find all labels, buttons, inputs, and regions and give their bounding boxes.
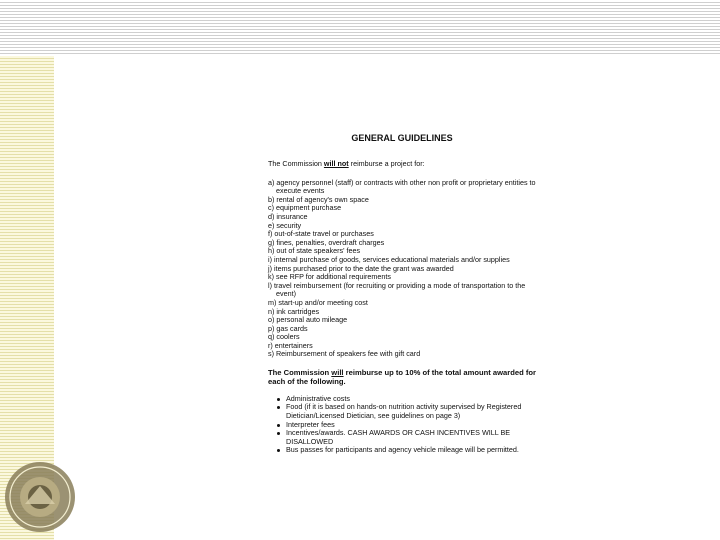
list-item: Interpreter fees	[276, 421, 536, 430]
list-item: b) rental of agency's own space	[268, 194, 369, 204]
list-item: Food (if it is based on hands-on nutrition activity supervised by Registered Dietician/Licensed Dietician, see guidelines on page 3)	[276, 403, 536, 420]
list-item: h) out of state speakers' fees	[268, 246, 361, 256]
list-item: m) start-up and/or meeting cost	[268, 297, 368, 307]
list-item: l) travel reimbursement (for recruiting or providing a mode of transportation to the event)	[268, 280, 526, 299]
not-reimbursed-list	[268, 179, 536, 359]
list-item: i) internal purchase of goods, services educational materials and/or supplies	[268, 254, 510, 264]
list-item: k) see RFP for additional requirements	[268, 272, 391, 282]
not-reimbursed-intro: The Commission will not reimburse a project for:	[268, 159, 425, 168]
list-item: n) ink cartridges	[268, 306, 320, 316]
state-seal-icon	[3, 460, 77, 534]
document-title: GENERAL GUIDELINES	[351, 133, 453, 143]
list-item: e) security	[268, 220, 302, 230]
reimbursed-intro: The Commission will reimburse up to 10% of the total amount awarded for each of the following.	[268, 368, 536, 387]
list-item: p) gas cards	[268, 323, 308, 333]
list-item: Incentives/awards. CASH AWARDS OR CASH INCENTIVES WILL BE DISALLOWED	[276, 429, 536, 446]
slide-header-band	[0, 0, 720, 56]
guidelines-document	[268, 133, 536, 455]
list-item: s) Reimbursement of speakers fee with gift card	[268, 349, 421, 359]
list-item: o) personal auto mileage	[268, 315, 348, 325]
list-item: g) fines, penalties, overdraft charges	[268, 237, 385, 247]
list-item: a) agency personnel (staff) or contracts with other non profit or proprietary entities to execute events	[268, 177, 536, 196]
list-item: j) items purchased prior to the date the grant was awarded	[268, 263, 454, 273]
list-item: q) coolers	[268, 332, 300, 342]
list-item: r) entertainers	[268, 340, 313, 350]
list-item: c) equipment purchase	[268, 203, 342, 213]
reimbursed-list	[268, 395, 536, 455]
list-item: Administrative costs	[276, 395, 536, 404]
list-item: Bus passes for participants and agency vehicle mileage will be permitted.	[276, 446, 536, 455]
list-item: d) insurance	[268, 211, 308, 221]
list-item: f) out-of-state travel or purchases	[268, 229, 374, 239]
